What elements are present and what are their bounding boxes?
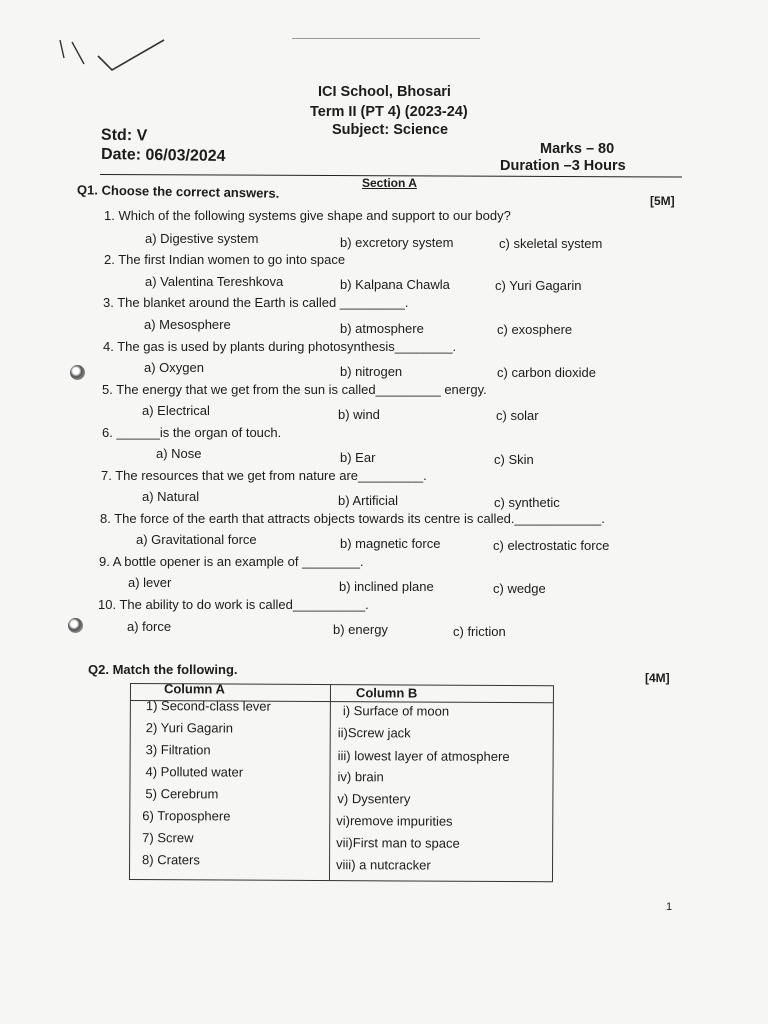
question-8-option-c: c) electrostatic force [493,538,610,553]
column-b-item-6: vi)remove impurities [336,813,453,829]
column-b-item-8: viii) a nutcracker [336,857,431,873]
column-b-header: Column B [355,685,418,701]
question-2-option-a: a) Valentina Tereshkova [145,274,284,289]
question-5-option-b: b) wind [338,407,380,422]
q2-title: Q2. Match the following. [88,662,238,677]
question-7-option-c: c) synthetic [494,495,560,510]
column-a-item-3: 3) Filtration [145,742,211,758]
column-a-item-2: 2) Yuri Gagarin [145,720,234,736]
top-edge-line [292,38,480,39]
question-7-option-b: b) Artificial [338,493,398,508]
question-9-option-a: a) lever [128,575,172,590]
column-b-item-5: v) Dysentery [337,791,411,807]
question-4-option-b: b) nitrogen [340,364,403,379]
column-b-item-1: i) Surface of moon [342,703,450,719]
question-4-option-c: c) carbon dioxide [497,365,596,380]
question-4-option-a: a) Oxygen [144,360,204,375]
column-a-item-4: 4) Polluted water [145,764,244,780]
question-6-option-c: c) Skin [494,452,534,467]
question-10-option-a: a) force [127,619,172,634]
question-9-option-b: b) inclined plane [339,579,434,594]
question-2-option-c: c) Yuri Gagarin [495,278,582,293]
duration-label: Duration –3 Hours [500,158,626,174]
question-7-option-a: a) Natural [142,489,200,504]
column-b-item-3: iii) lowest layer of atmosphere [337,748,510,764]
question-3-option-a: a) Mesosphere [144,317,231,332]
question-1-option-b: b) excretory system [340,235,454,250]
column-a-item-5: 5) Cerebrum [145,786,219,802]
punch-hole-icon [70,365,85,380]
subject-title: Subject: Science [332,122,449,138]
term-title: Term II (PT 4) (2023-24) [310,104,468,120]
question-10-text: 10. The ability to do work is called__________. [98,597,369,612]
date-label: Date: 06/03/2024 [100,145,226,166]
std-label: Std: V [100,126,148,145]
question-5-option-a: a) Electrical [142,403,210,418]
page-number: 1 [666,901,673,913]
question-3-option-b: b) atmosphere [340,321,424,336]
tick-mark-icon [52,36,172,80]
q2-marks: [4M] [645,671,670,685]
question-3-option-c: c) exosphere [497,322,573,337]
question-9-text: 9. A bottle opener is an example of ________. [99,554,364,569]
column-b-item-4: iv) brain [337,769,384,785]
question-2-text: 2. The first Indian women to go into space [104,252,346,267]
question-10-option-c: c) friction [453,624,506,639]
question-1-option-a: a) Digestive system [145,231,259,246]
q1-title: Q1. Choose the correct answers. [76,182,280,201]
question-6-option-b: b) Ear [340,450,376,465]
question-8-option-a: a) Gravitational force [136,532,257,547]
column-divider [329,685,331,880]
q1-marks: [5M] [650,194,675,208]
question-1-option-c: c) skeletal system [499,236,603,251]
marks-label: Marks – 80 [540,141,615,157]
column-a-header: Column A [163,681,225,697]
school-name: ICI School, Bhosari [318,84,451,100]
column-a-item-1: 1) Second-class lever [145,698,271,714]
question-8-text: 8. The force of the earth that attracts objects towards its centre is called.____________. [100,511,605,526]
question-6-option-a: a) Nose [156,446,202,461]
match-table [129,683,554,882]
question-2-option-b: b) Kalpana Chawla [340,277,450,292]
punch-hole-icon [68,618,83,633]
column-b-item-2: ii)Screw jack [337,725,411,741]
question-4-text: 4. The gas is used by plants during photosynthesis________. [103,339,457,354]
question-8-option-b: b) magnetic force [340,536,441,551]
question-5-option-c: c) solar [496,408,539,423]
question-3-text: 3. The blanket around the Earth is called _________. [103,295,409,310]
question-10-option-b: b) energy [333,622,388,637]
section-a-heading: Section A [362,176,417,190]
column-b-item-7: vii)First man to space [336,835,460,851]
question-5-text: 5. The energy that we get from the sun is called_________ energy. [102,382,487,397]
column-a-item-8: 8) Craters [142,852,200,868]
column-a-item-7: 7) Screw [142,830,194,846]
column-a-item-6: 6) Troposphere [142,808,231,824]
question-9-option-c: c) wedge [493,581,546,596]
question-6-text: 6. ______is the organ of touch. [102,425,282,440]
question-7-text: 7. The resources that we get from nature are_________. [101,468,427,483]
question-1-text: 1. Which of the following systems give shape and support to our body? [104,208,511,223]
